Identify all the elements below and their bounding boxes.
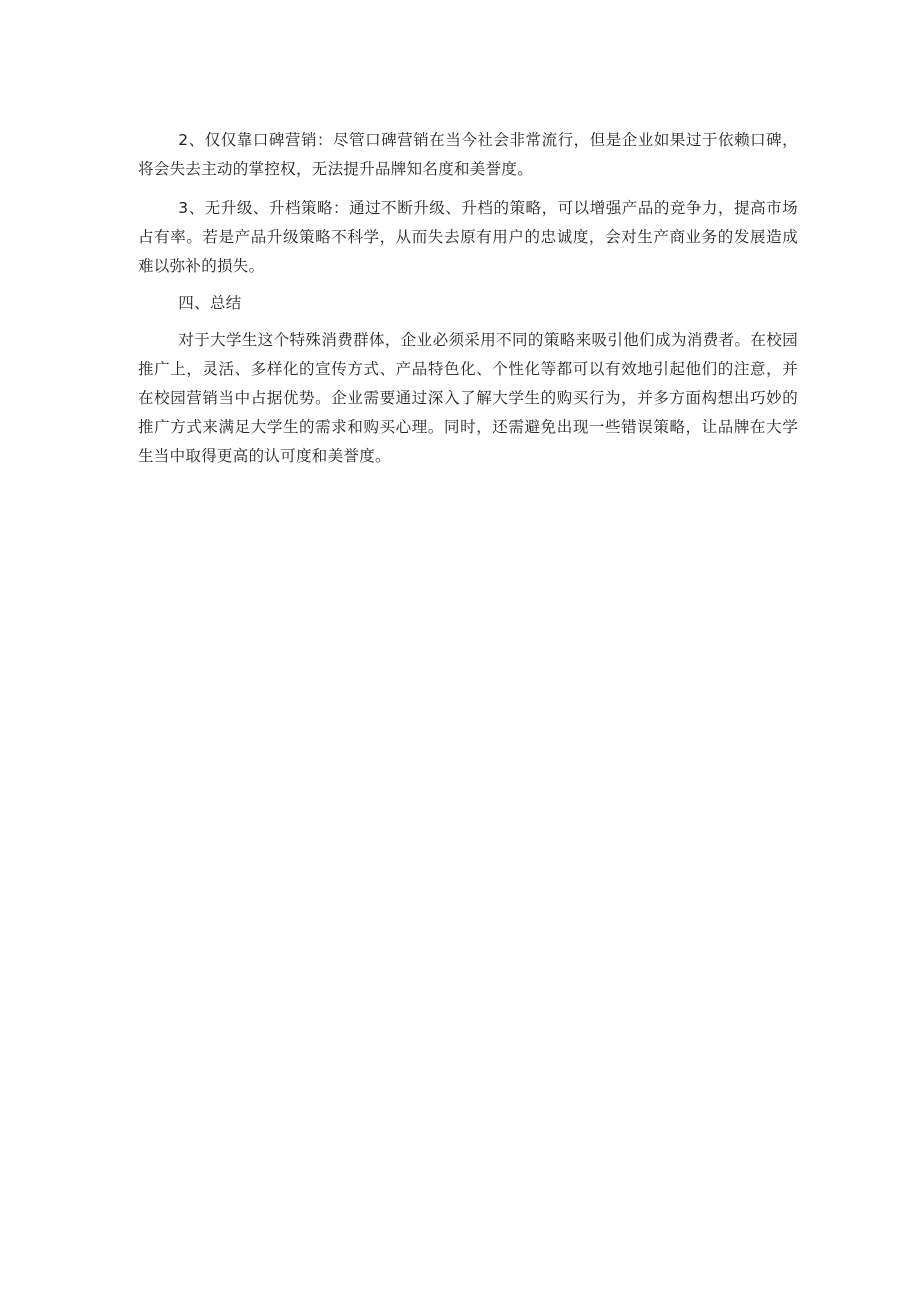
document-body (138, 126, 798, 481)
section-heading-summary: 四、总结 (178, 294, 242, 312)
paragraph-point-3: 3、无升级、升档策略：通过不断升级、升档的策略，可以增强产品的竞争力，提高市场占有率。若是产品升级策略不科学，从而失去原有用户的忠诚度，会对生产商业务的发展造成难以弥补的损失。 (138, 199, 798, 275)
paragraph-point-2: 2、仅仅靠口碑营销：尽管口碑营销在当今社会非常流行，但是企业如果过于依赖口碑，将会失去主动的掌控权，无法提升品牌知名度和美誉度。 (138, 131, 798, 178)
paragraph-conclusion: 对于大学生这个特殊消费群体，企业必须采用不同的策略来吸引他们成为消费者。在校园推广上，灵活、多样化的宣传方式、产品特色化、个性化等都可以有效地引起他们的注意，并在校园营销当中占据优势。企业需要通过深入了解大学生的购买行为，并多方面构想出巧妙的推广方式来满足大学生的需求和购买心理。同时，还需避免出现一些错误策略，让品牌在大学生当中取得更高的认可度和美誉度。 (138, 331, 798, 465)
